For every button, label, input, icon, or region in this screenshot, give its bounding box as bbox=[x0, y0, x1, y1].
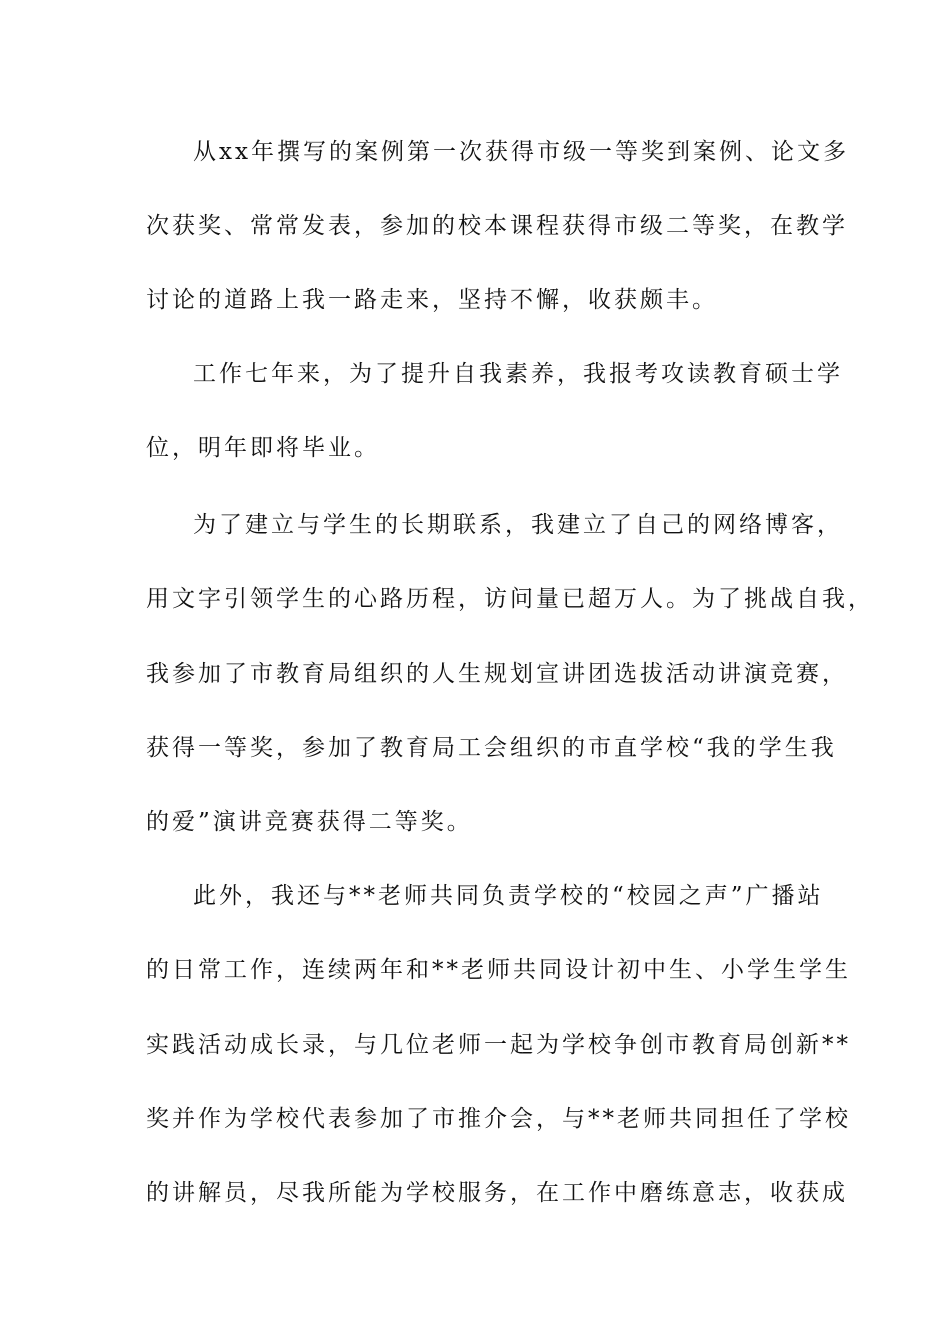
paragraph-3-line-1: 为了建立与学生的长期联系，我建立了自己的网络博客， bbox=[193, 512, 843, 538]
paragraph-4-line-3: 实践活动成长录，与几位老师一起为学校争创市教育局创新** bbox=[146, 1032, 851, 1058]
paragraph-1-line-2: 次获奖、常常发表，参加的校本课程获得市级二等奖，在教学 bbox=[146, 213, 848, 239]
paragraph-3-line-2: 用文字引领学生的心路历程，访问量已超万人。为了挑战自我， bbox=[146, 586, 874, 612]
paragraph-3-line-4: 获得一等奖，参加了教育局工会组织的市直学校“我的学生我 bbox=[146, 735, 837, 761]
paragraph-3-line-5: 的爱”演讲竞赛获得二等奖。 bbox=[146, 809, 473, 835]
paragraph-4-line-1: 此外，我还与**老师共同负责学校的“校园之声”广播站 bbox=[193, 883, 824, 909]
paragraph-4-line-4: 奖并作为学校代表参加了市推介会，与**老师共同担任了学校 bbox=[146, 1106, 851, 1132]
paragraph-4-line-5: 的讲解员，尽我所能为学校服务，在工作中磨练意志，收获成 bbox=[146, 1180, 848, 1206]
paragraph-1-line-1: 从xx年撰写的案例第一次获得市级一等奖到案例、论文多 bbox=[193, 139, 849, 165]
paragraph-3-line-3: 我参加了市教育局组织的人生规划宣讲团选拔活动讲演竞赛， bbox=[146, 661, 848, 687]
paragraph-2-line-1: 工作七年来，为了提升自我素养，我报考攻读教育硕士学 bbox=[193, 361, 843, 387]
paragraph-2-line-2: 位，明年即将毕业。 bbox=[146, 435, 380, 461]
paragraph-1-line-3: 讨论的道路上我一路走来，坚持不懈，收获颇丰。 bbox=[146, 287, 718, 313]
paragraph-4-line-2: 的日常工作，连续两年和**老师共同设计初中生、小学生学生 bbox=[146, 957, 851, 983]
